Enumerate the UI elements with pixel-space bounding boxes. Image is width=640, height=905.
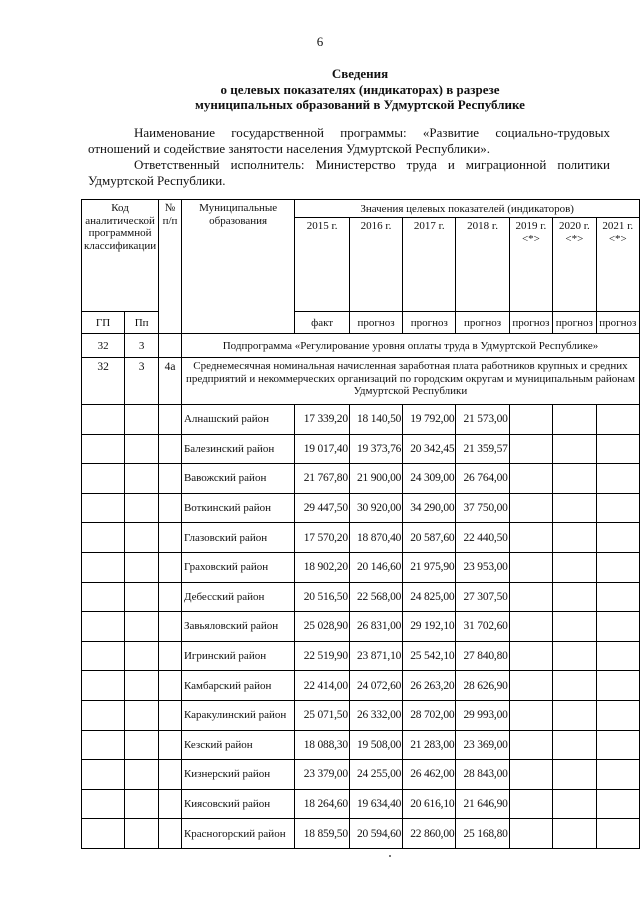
row-pp-cell	[125, 405, 159, 435]
indicator-value: 21 283,00	[403, 730, 456, 760]
row-pp-cell	[125, 700, 159, 730]
municipality-name: Глазовский район	[181, 523, 294, 553]
indicator-value	[553, 612, 596, 642]
table-row	[82, 552, 640, 582]
indicator-value	[553, 582, 596, 612]
indicator-value	[596, 760, 639, 790]
table-row	[82, 641, 640, 671]
indicator-value: 21 975,90	[403, 552, 456, 582]
municipality-name: Кизнерский район	[181, 760, 294, 790]
row-pp-cell	[125, 582, 159, 612]
indicator-value: 23 953,00	[456, 552, 509, 582]
row-gp-cell	[82, 523, 125, 553]
indicator-value	[596, 671, 639, 701]
municipality-rows	[82, 405, 640, 849]
indicator-value: 18 859,50	[295, 819, 350, 849]
municipality-name: Вавожский район	[181, 464, 294, 494]
header-unit: факт	[295, 312, 350, 334]
municipality-name: Киясовский район	[181, 789, 294, 819]
header-num: № п/п	[159, 200, 182, 334]
indicator-value	[509, 582, 552, 612]
indicator-value: 19 373,76	[349, 434, 402, 464]
indicator-value: 25 028,90	[295, 612, 350, 642]
municipality-name: Кезский район	[181, 730, 294, 760]
indicator-value: 20 616,10	[403, 789, 456, 819]
header-year: 2016 г.	[349, 218, 402, 312]
page-number: 6	[316, 34, 324, 49]
indicator-value: 26 263,20	[403, 671, 456, 701]
row-gp-cell	[82, 819, 125, 849]
indicator-value	[553, 493, 596, 523]
row-num-cell	[159, 552, 182, 582]
subprogram-row	[82, 334, 640, 358]
indicator-value: 23 379,00	[295, 760, 350, 790]
row-num-cell	[159, 700, 182, 730]
indicator-value	[509, 700, 552, 730]
indicator-value: 24 072,60	[349, 671, 402, 701]
municipality-name: Воткинский район	[181, 493, 294, 523]
indicator-value	[596, 552, 639, 582]
indicator-gp: 32	[82, 358, 125, 405]
header-year: 2021 г. <*>	[596, 218, 639, 312]
municipality-name: Игринский район	[181, 641, 294, 671]
indicator-value: 21 359,57	[456, 434, 509, 464]
indicator-value	[596, 493, 639, 523]
indicator-value	[509, 760, 552, 790]
row-gp-cell	[82, 641, 125, 671]
indicator-value: 21 646,90	[456, 789, 509, 819]
row-num-cell	[159, 760, 182, 790]
indicator-value	[553, 819, 596, 849]
row-num-cell	[159, 405, 182, 435]
indicator-value: 26 332,00	[349, 700, 402, 730]
row-pp-cell	[125, 493, 159, 523]
table-row	[82, 434, 640, 464]
indicator-value: 19 792,00	[403, 405, 456, 435]
row-gp-cell	[82, 671, 125, 701]
indicator-value	[596, 582, 639, 612]
indicator-value	[509, 819, 552, 849]
indicator-value	[509, 523, 552, 553]
header-code: Код аналитической программной классификации	[82, 200, 159, 312]
indicator-value: 30 920,00	[349, 493, 402, 523]
indicator-value	[553, 700, 596, 730]
indicator-value: 18 264,60	[295, 789, 350, 819]
table-row	[82, 730, 640, 760]
row-gp-cell	[82, 730, 125, 760]
indicator-value: 23 369,00	[456, 730, 509, 760]
indicator-value	[553, 523, 596, 553]
subprogram-num	[159, 334, 182, 358]
indicator-row	[82, 358, 640, 405]
indicator-value	[509, 552, 552, 582]
row-gp-cell	[82, 582, 125, 612]
table-row	[82, 671, 640, 701]
header-year: 2020 г. <*>	[553, 218, 596, 312]
row-num-cell	[159, 671, 182, 701]
indicator-value: 18 088,30	[295, 730, 350, 760]
row-gp-cell	[82, 464, 125, 494]
document-title	[60, 66, 640, 113]
indicators-table	[81, 199, 640, 849]
indicator-value	[596, 819, 639, 849]
indicator-value	[596, 523, 639, 553]
indicator-value: 24 309,00	[403, 464, 456, 494]
table-row	[82, 819, 640, 849]
indicator-value	[553, 730, 596, 760]
indicator-value: 19 017,40	[295, 434, 350, 464]
indicator-value	[553, 671, 596, 701]
indicator-value	[596, 405, 639, 435]
header-year: 2018 г.	[456, 218, 509, 312]
indicator-value	[596, 464, 639, 494]
indicator-value: 28 626,90	[456, 671, 509, 701]
indicator-pp: 3	[125, 358, 159, 405]
indicator-value: 25 168,80	[456, 819, 509, 849]
row-pp-cell	[125, 464, 159, 494]
indicator-value	[553, 641, 596, 671]
subprogram-pp: 3	[125, 334, 159, 358]
indicator-value: 27 307,50	[456, 582, 509, 612]
indicator-value: 18 902,20	[295, 552, 350, 582]
header-unit: прогноз	[349, 312, 402, 334]
indicator-value: 19 508,00	[349, 730, 402, 760]
row-num-cell	[159, 464, 182, 494]
table-row	[82, 789, 640, 819]
header-unit: прогноз	[509, 312, 552, 334]
indicator-value	[596, 612, 639, 642]
row-pp-cell	[125, 523, 159, 553]
indicator-value: 29 192,10	[403, 612, 456, 642]
row-gp-cell	[82, 493, 125, 523]
header-unit: прогноз	[553, 312, 596, 334]
indicator-value: 20 146,60	[349, 552, 402, 582]
indicator-value: 22 860,00	[403, 819, 456, 849]
indicator-value: 26 462,00	[403, 760, 456, 790]
indicator-value: 28 702,00	[403, 700, 456, 730]
executor-text: Ответственный исполнитель: Министерство труда и миграционной политики Удмуртской Республики.	[88, 157, 610, 188]
indicator-value: 24 255,00	[349, 760, 402, 790]
title-line: Сведения	[331, 66, 389, 81]
indicator-value	[553, 789, 596, 819]
indicator-value: 37 750,00	[456, 493, 509, 523]
indicator-value: 26 831,00	[349, 612, 402, 642]
indicator-value	[509, 464, 552, 494]
indicator-value	[509, 789, 552, 819]
row-pp-cell	[125, 819, 159, 849]
title-line: муниципальных образований в Удмуртской Республике	[195, 97, 525, 112]
row-num-cell	[159, 582, 182, 612]
row-pp-cell	[125, 789, 159, 819]
indicator-value: 34 290,00	[403, 493, 456, 523]
row-pp-cell	[125, 641, 159, 671]
indicator-title: Среднемесячная номинальная начисленная заработная плата работников крупных и средних предприятий и некоммерческих организаций по городским округам и муниципальным районам Удмуртской Республики	[181, 358, 639, 405]
indicator-value: 22 568,00	[349, 582, 402, 612]
indicator-value: 31 702,60	[456, 612, 509, 642]
row-num-cell	[159, 493, 182, 523]
row-gp-cell	[82, 700, 125, 730]
subprogram-title: Подпрограмма «Регулирование уровня оплаты труда в Удмуртской Республике»	[181, 334, 639, 358]
indicator-value: 17 570,20	[295, 523, 350, 553]
row-gp-cell	[82, 789, 125, 819]
row-num-cell	[159, 819, 182, 849]
row-gp-cell	[82, 612, 125, 642]
indicator-value: 25 071,50	[295, 700, 350, 730]
row-gp-cell	[82, 552, 125, 582]
indicator-value	[509, 671, 552, 701]
program-name-paragraph	[88, 125, 610, 157]
municipality-name: Завьяловский район	[181, 612, 294, 642]
row-gp-cell	[82, 760, 125, 790]
indicator-value: 22 414,00	[295, 671, 350, 701]
indicator-value: 22 519,90	[295, 641, 350, 671]
indicator-value	[509, 730, 552, 760]
indicator-value: 21 900,00	[349, 464, 402, 494]
municipality-name: Алнашский район	[181, 405, 294, 435]
indicator-value	[509, 434, 552, 464]
indicator-value: 26 764,00	[456, 464, 509, 494]
table-row	[82, 700, 640, 730]
row-num-cell	[159, 434, 182, 464]
indicator-value	[553, 552, 596, 582]
row-num-cell	[159, 523, 182, 553]
row-num-cell	[159, 789, 182, 819]
header-year: 2019 г. <*>	[509, 218, 552, 312]
executor-paragraph	[88, 157, 610, 189]
header-pp: Пп	[125, 312, 159, 334]
municipality-name: Балезинский район	[181, 434, 294, 464]
indicator-num: 4а	[159, 358, 182, 405]
municipality-name: Каракулинский район	[181, 700, 294, 730]
row-gp-cell	[82, 434, 125, 464]
municipality-name: Граховский район	[181, 552, 294, 582]
header-municipality: Муниципальные образования	[181, 200, 294, 334]
table-row	[82, 612, 640, 642]
indicator-value: 18 140,50	[349, 405, 402, 435]
indicator-value: 29 993,00	[456, 700, 509, 730]
header-unit: прогноз	[456, 312, 509, 334]
program-name-text: Наименование государственной программы: «Развитие социально-трудовых отношений и содействие занятости населения Удмуртской Республики».	[88, 125, 610, 156]
indicator-value	[596, 730, 639, 760]
indicator-value	[509, 405, 552, 435]
indicator-value: 23 871,10	[349, 641, 402, 671]
row-gp-cell	[82, 405, 125, 435]
table-row	[82, 405, 640, 435]
indicator-value: 29 447,50	[295, 493, 350, 523]
indicator-value: 25 542,10	[403, 641, 456, 671]
indicator-value	[553, 434, 596, 464]
indicator-value	[596, 641, 639, 671]
indicator-value	[553, 464, 596, 494]
indicator-value: 20 342,45	[403, 434, 456, 464]
indicator-value: 20 594,60	[349, 819, 402, 849]
header-unit: прогноз	[403, 312, 456, 334]
municipality-name: Красногорский район	[181, 819, 294, 849]
indicator-value: 19 634,40	[349, 789, 402, 819]
row-pp-cell	[125, 612, 159, 642]
indicator-value	[509, 612, 552, 642]
table-row	[82, 523, 640, 553]
indicator-value: 28 843,00	[456, 760, 509, 790]
row-pp-cell	[125, 552, 159, 582]
indicator-value	[596, 700, 639, 730]
table-row	[82, 582, 640, 612]
scan-speck	[389, 855, 391, 857]
row-num-cell	[159, 641, 182, 671]
header-unit: прогноз	[596, 312, 639, 334]
indicator-value	[553, 405, 596, 435]
indicator-value: 21 573,00	[456, 405, 509, 435]
indicator-value: 21 767,80	[295, 464, 350, 494]
indicator-value: 20 587,60	[403, 523, 456, 553]
title-line: о целевых показателях (индикаторах) в разрезе	[220, 81, 500, 97]
subprogram-gp: 32	[82, 334, 125, 358]
indicator-value	[553, 760, 596, 790]
row-pp-cell	[125, 760, 159, 790]
header-year: 2017 г.	[403, 218, 456, 312]
table-row	[82, 464, 640, 494]
row-num-cell	[159, 612, 182, 642]
indicator-value: 22 440,50	[456, 523, 509, 553]
row-num-cell	[159, 730, 182, 760]
indicator-value: 20 516,50	[295, 582, 350, 612]
row-pp-cell	[125, 730, 159, 760]
indicator-value	[596, 434, 639, 464]
indicator-value	[509, 641, 552, 671]
municipality-name: Дебесский район	[181, 582, 294, 612]
indicator-value: 18 870,40	[349, 523, 402, 553]
row-pp-cell	[125, 434, 159, 464]
indicator-value: 17 339,20	[295, 405, 350, 435]
row-pp-cell	[125, 671, 159, 701]
header-year: 2015 г.	[295, 218, 350, 312]
header-values: Значения целевых показателей (индикаторов)	[295, 200, 640, 218]
municipality-name: Камбарский район	[181, 671, 294, 701]
indicator-value: 24 825,00	[403, 582, 456, 612]
header-row	[82, 200, 640, 218]
table-row	[82, 493, 640, 523]
indicator-value: 27 840,80	[456, 641, 509, 671]
indicator-value	[596, 789, 639, 819]
table-row	[82, 760, 640, 790]
header-gp: ГП	[82, 312, 125, 334]
indicator-value	[509, 493, 552, 523]
